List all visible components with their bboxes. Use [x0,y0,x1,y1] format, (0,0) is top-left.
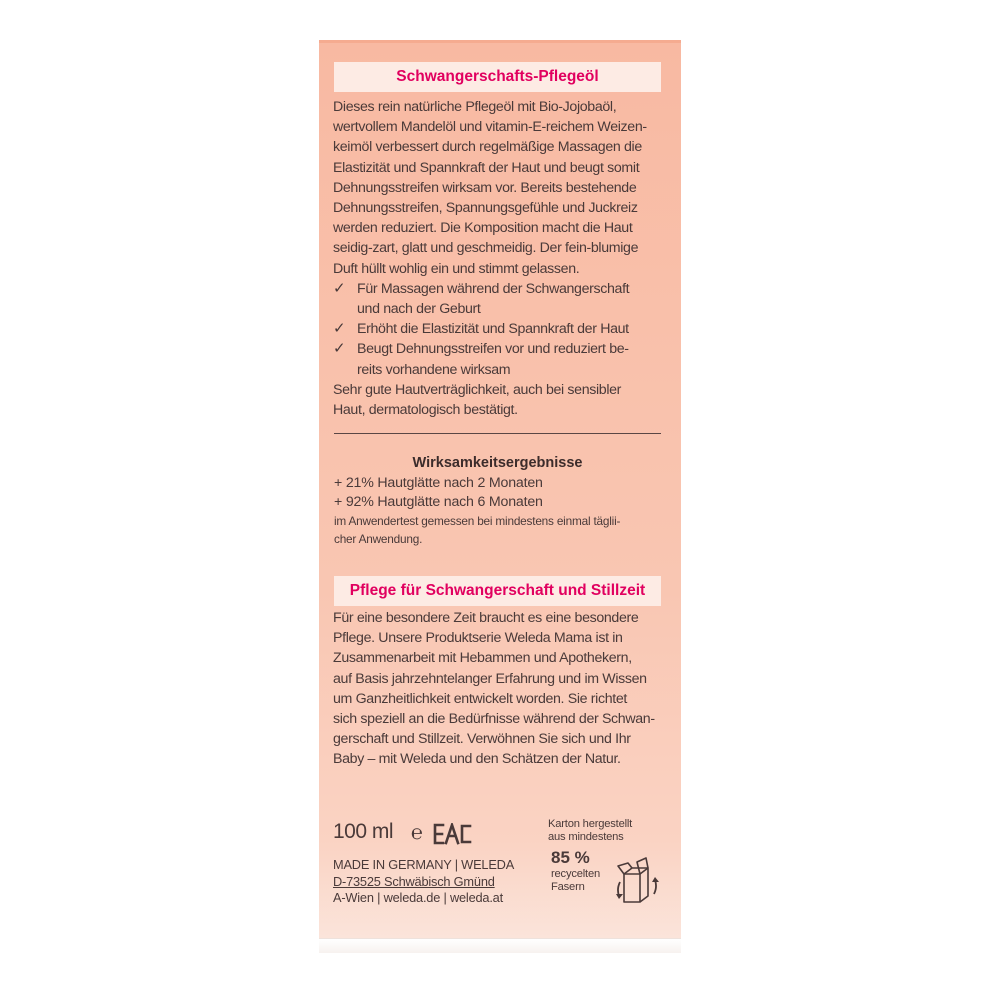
checkmark-icon: ✓ [333,320,346,338]
text-line: um Ganzheitlichkeit entwickelt worden. Sie richtet [333,690,627,707]
text-line: seidig-zart, glatt und geschmeidig. Der fein-blumige [333,240,639,257]
section-title-pflegeoel: Schwangerschafts-Pflegeöl [334,62,661,92]
result-item: + 21% Hautglätte nach 2 Monaten [334,475,543,491]
recycling-sub-line: recycelten [551,868,600,880]
benefit-text: Erhöht die Elastizität und Spannkraft der Haut [357,321,629,338]
recycling-label [548,818,658,844]
recycled-box-icon [606,850,666,910]
box-bottom-flap [319,938,681,953]
text-line: Pflege. Unsere Produktserie Weleda Mama ist in [333,630,623,647]
manufacturer-info [333,857,514,907]
manufacturer-line: MADE IN GERMANY | WELEDA [333,857,515,872]
benefit-text: Für Massagen während der Schwangerschaft [357,280,630,297]
text-line: Dieses rein natürliche Pflegeöl mit Bio-Jojobaöl, [333,99,617,115]
manufacturer-address: D-73525 Schwäbisch Gmünd [333,873,495,889]
text-line: Zusammenarbeit mit Hebammen und Apothekern, [333,650,632,667]
effectiveness-title: Wirksamkeitsergebnisse [412,455,583,471]
section-title-schwangerschaft-stillzeit: Pflege für Schwangerschaft und Stillzeit [334,576,661,606]
text-line: Duft hüllt wohlig ein und stimmt gelassen. [333,260,580,277]
text-line: werden reduziert. Die Komposition macht die Haut [333,220,633,237]
effectiveness-results [334,474,664,512]
tolerance-line: Sehr gute Hautverträglichkeit, auch bei sensibler [333,381,622,398]
benefit-text: Beugt Dehnungsstreifen vor und reduziert be- [357,341,629,358]
recycling-sub-line: Fasern [551,881,585,893]
section-divider [334,433,661,434]
benefit-text: reits vorhandene wirksam [357,361,511,378]
text-line: Elastizität und Spannkraft der Haut und beugt somit [333,159,640,176]
result-item: + 92% Hautglätte nach 6 Monaten [334,494,543,510]
benefit-item [333,339,663,379]
volume-label: 100 ml [333,820,394,843]
recycling-line: Karton hergestellt [548,818,633,830]
benefit-text: und nach der Geburt [357,301,481,318]
estimated-sign-icon: ℮ [411,820,424,844]
text-line: Baby – mit Weleda und den Schätzen der Natur. [333,751,621,768]
text-line: wertvollem Mandelöl und vitamin-E-reichem Weizen- [333,119,647,136]
text-line: Dehnungsstreifen wirksam vor. Bereits bestehende [333,179,637,196]
note-line: im Anwendertest gemessen bei mindestens einmal täglii- [334,514,621,528]
text-line: keimöl verbessert durch regelmäßige Massagen die [333,139,642,156]
note-line: cher Anwendung. [334,531,423,546]
benefit-item [333,279,663,319]
checkmark-icon: ✓ [333,340,346,358]
manufacturer-web: A-Wien | weleda.de | weleda.at [333,890,503,905]
checkmark-icon: ✓ [333,279,346,297]
recycling-percent: 85 % [551,848,590,867]
text-line: gerschaft und Stillzeit. Verwöhnen Sie sich und Ihr [333,731,631,748]
text-line: auf Basis jahrzehntelanger Erfahrung und im Wissen [333,670,647,687]
tolerance-line: Haut, dermatologisch bestätigt. [333,402,518,419]
eac-mark-icon [433,823,473,845]
effectiveness-note [334,513,664,548]
text-line: Für eine besondere Zeit braucht es eine besondere [333,610,639,626]
recycling-line: aus mindestens [548,831,624,843]
mama-series-paragraph [333,608,663,770]
text-line: Dehnungsstreifen, Spannungsgefühle und Juckreiz [333,200,638,217]
recycling-sub-label [551,868,600,894]
intro-paragraph [333,97,663,420]
benefit-item [333,319,663,339]
text-line: sich speziell an die Bedürfnisse während der Schwan- [333,711,655,728]
